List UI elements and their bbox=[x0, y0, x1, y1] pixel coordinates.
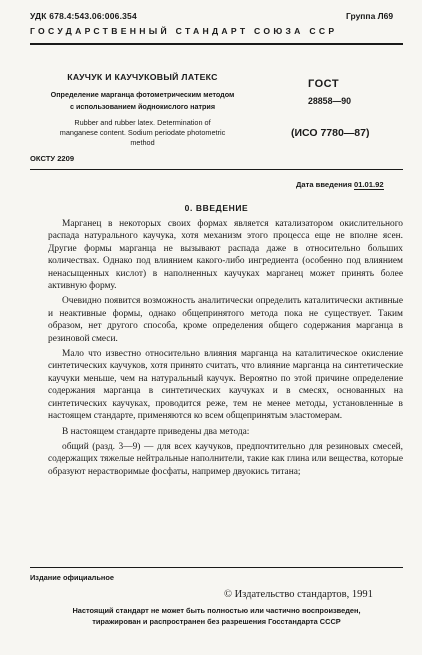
header-divider bbox=[30, 43, 403, 45]
paragraph: В настоящем стандарте приведены два метода: bbox=[62, 426, 250, 437]
iso-number: (ИСО 7780—87) bbox=[291, 127, 370, 139]
title-en-line: Rubber and rubber latex. Determination of bbox=[74, 118, 211, 127]
title-divider bbox=[30, 169, 403, 170]
intro-date bbox=[296, 180, 384, 189]
official-edition-label: Издание официальное bbox=[30, 573, 115, 582]
reprint-line: Настоящий стандарт не может быть полностью или частично воспроизведен, bbox=[72, 606, 361, 615]
intro-date-value: 01.01.92 bbox=[354, 180, 384, 189]
subtitle-line: с использованием йоднокислого натрия bbox=[69, 102, 216, 111]
gost-number: 28858—90 bbox=[308, 96, 352, 106]
footer-divider bbox=[30, 567, 403, 568]
standard-title: ГОСУДАРСТВЕННЫЙ СТАНДАРТ СОЮЗА ССР bbox=[30, 26, 338, 36]
document-subtitle-ru bbox=[30, 89, 255, 113]
okstu-code: ОКСТУ 2209 bbox=[30, 154, 75, 163]
subtitle-line: Определение марганца фотометрическим методом bbox=[50, 90, 235, 99]
paragraph: Мало что известно относительно влияния марганца на каталитическое окисление синтетических каучуков, хотя принято считать, что влияние марганца на синтетические каучуки меньше, чем на натуральный каучук. Вероятно по этой причине определение содержания марганца в синтетических каучуках и в смесях, основанных на синтетических каучуках, проводится реже, тем не менее методы, установленные в настоящем стандарте, применяются ко всем общепринятым эластомерам. bbox=[48, 349, 403, 422]
group-code: Группа Л69 bbox=[346, 11, 394, 21]
intro-date-label: Дата введения bbox=[296, 180, 352, 189]
copyright: © Издательство стандартов, 1991 bbox=[224, 589, 373, 600]
udk-code: УДК 678.4:543.06:006.354 bbox=[30, 11, 137, 21]
paragraph: Марганец в некоторых своих формах является катализатором окислительного распада натурального каучука, хотя механизм этого процесса еще не вполне ясен. Другие формы марганца не вызывают распада даже в относительно больших количествах. Однако под влиянием какого-либо ингредиента (особенно под влиянием ненасыщенных кислот) в наполненных каучуках марганец может принять более активную форму. bbox=[48, 219, 403, 292]
gost-label: ГОСТ bbox=[308, 78, 340, 90]
document-title-en bbox=[30, 118, 255, 148]
title-en-line: method bbox=[130, 138, 155, 147]
reprint-notice bbox=[30, 606, 403, 627]
section-title: 0. ВВЕДЕНИЕ bbox=[184, 203, 249, 213]
paragraph: общий (разд. 3—9) — для всех каучуков, предпочтительно для резиновых смесей, содержащих тяжелые нейтральные наполнители, такие как глина или вещества, которые образуют нерастворимые фосфаты, например двуокись титана; bbox=[48, 441, 403, 477]
reprint-line: тиражирован и распространен без разрешения Госстандарта СССР bbox=[92, 616, 341, 626]
document-title-ru: КАУЧУК И КАУЧУКОВЫЙ ЛАТЕКС bbox=[67, 72, 218, 82]
paragraph: Очевидно появится возможность аналитически определить каталитически активные и неактивные формы, однако общепринятого метода пока не существует. Таким образом, нет другого способа, кроме определения общего содержания марганца в резиновой смеси. bbox=[48, 296, 403, 344]
body-text bbox=[48, 218, 403, 478]
title-en-line: manganese content. Sodium periodate photometric bbox=[59, 128, 226, 137]
